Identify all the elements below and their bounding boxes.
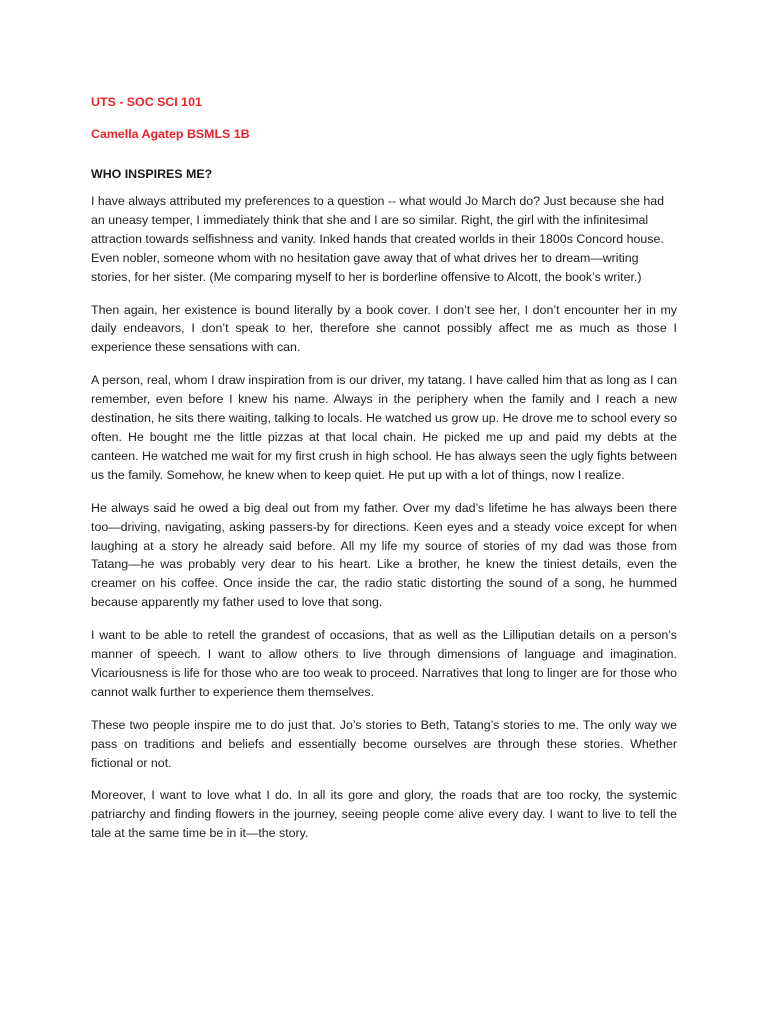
paragraph-6: These two people inspire me to do just that. Jo’s stories to Beth, Tatang’s stories to me. The only way we pass on traditions and beliefs and essentially become ourselves are through these stories. Whether fictional or not. xyxy=(91,717,677,770)
paragraph-5: I want to be able to retell the grandest of occasions, that as well as the Lilliputian details on a person’s manner of speech. I want to allow others to live through dimensions of language and imagination. Vicariousness is life for those who are too weak to proceed. Narratives that long to linger are for those who cannot walk further to experience them themselves. xyxy=(91,628,677,699)
paragraph-4: He always said he owed a big deal out from my father. Over my dad’s lifetime he has always been there too—driving, navigating, asking passers-by for directions. Keen eyes and a steady voice except for when laughing at a story he already said before. All my life my source of stories of my dad was those from Tatang—he was probably very dear to his heart. Like a brother, he knew the tiniest details, even the creamer on his coffee. Once inside the car, the radio static distorting the sound of a song, he hummed because apparently my father used to love that song. xyxy=(91,500,677,610)
author-line: Camella Agatep BSMLS 1B xyxy=(91,127,250,141)
course-line: UTS - SOC SCI 101 xyxy=(91,95,202,109)
paragraph-1: I have always attributed my preferences to a question -- what would Jo March do? Just because she had an uneasy temper, I immediately think that she and I are so similar. Right, the girl with the infinitesimal attraction towards selfishness and vanity. Inked hands that created worlds in their 1800s Concord house. Even nobler, someone whom with no hesitation gave away that of what drives her to dream—writing stories, for her sister. (Me comparing myself to her is borderline offensive to Alcott, the book’s writer.) xyxy=(91,194,665,284)
paragraph-3: A person, real, whom I draw inspiration from is our driver, my tatang. I have called him that as long as I can remember, even before I knew his name. Always in the periphery when the family and I reach a new destination, he sits there waiting, talking to locals. He watched us grow up. He drove me to school every so often. He bought me the little pizzas at that local chain. He picked me up and paid my debts at the canteen. He watched me wait for my first crush in high school. He has always seen the ugly fights between us the family. Somehow, he knew when to keep quiet. He put up with a lot of things, now I realize. xyxy=(91,373,677,482)
document-body xyxy=(91,94,677,857)
paragraph-7: Moreover, I want to love what I do. In all its gore and glory, the roads that are too rocky, the systemic patriarchy and finding flowers in the journey, seeing people come alive every day. I want to live to tell the tale at the same time be in it—the story. xyxy=(91,788,677,841)
essay-title: WHO INSPIRES ME? xyxy=(91,167,213,181)
paragraph-2: Then again, her existence is bound literally by a book cover. I don’t see her, I don’t encounter her in my daily endeavors, I don’t speak to her, therefore she cannot possibly affect me as much as those I experience these sensations with can. xyxy=(91,302,677,355)
